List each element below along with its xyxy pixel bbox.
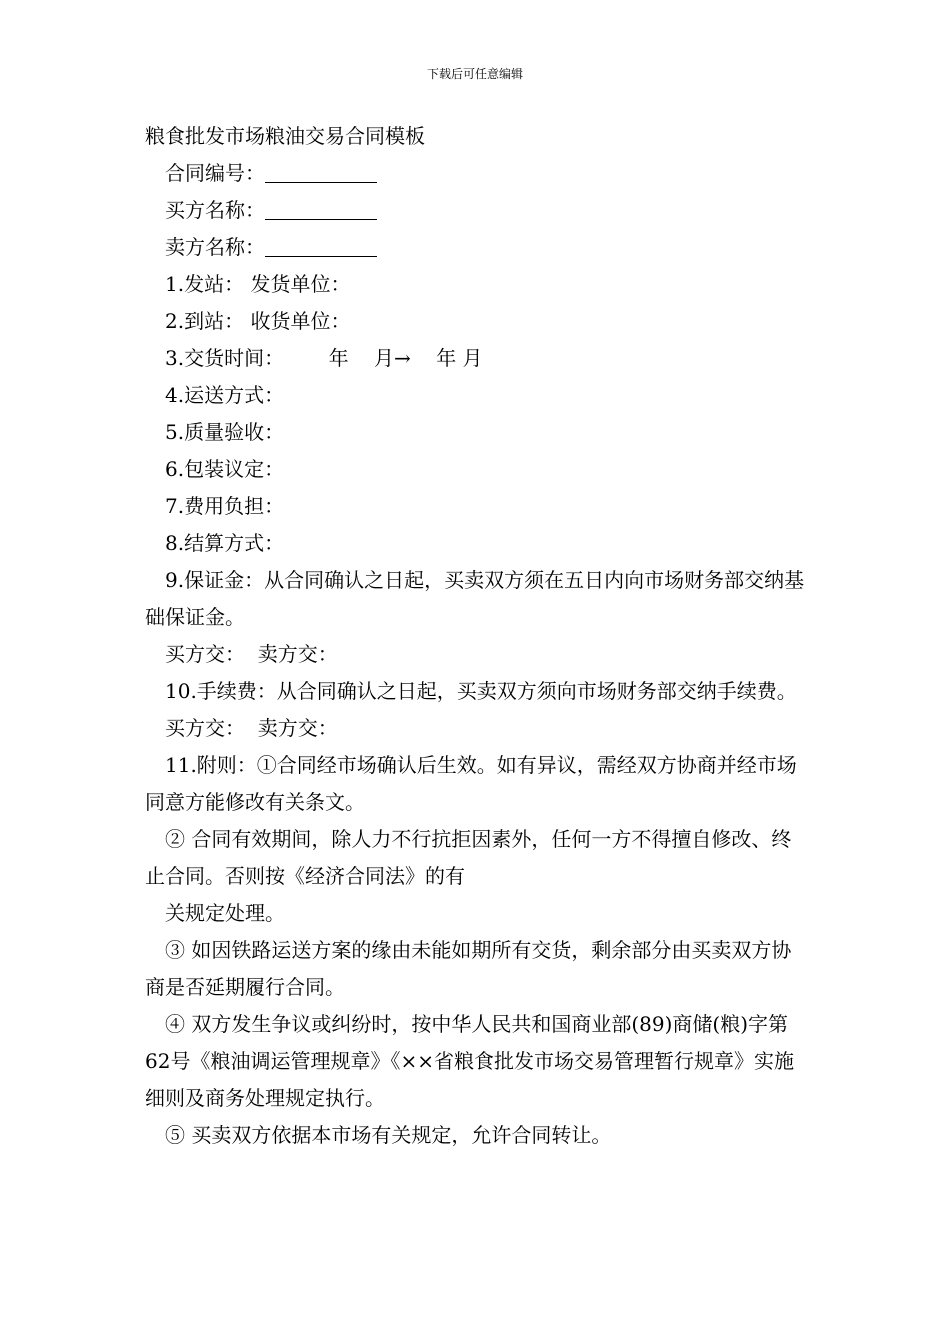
clause-supplementary-3: ③ 如因铁路运送方案的缘由未能如期所有交货，剩余部分由买卖双方协商是否延期履行合同。 xyxy=(145,938,792,999)
blank-line xyxy=(265,160,377,183)
field-label: 买方名称： xyxy=(165,198,265,222)
clause-transport-method: 4.运送方式： xyxy=(165,383,285,407)
clause-supplementary-4: ④ 双方发生争议或纠纷时，按中华人民共和国商业部(89)商储(粮)字第62号《粮油调运管理规章》《××省粮食批发市场交易管理暂行规章》实施细则及商务处理规定执行。 xyxy=(145,1012,794,1110)
clause-quality-inspection: 5.质量验收： xyxy=(165,420,285,444)
clause-supplementary-2: ② 合同有效期间，除人力不行抗拒因素外，任何一方不得擅自修改、终止合同。否则按《经济合同法》的有 xyxy=(145,827,792,888)
clause-supplementary-2-cont: 关规定处理。 xyxy=(165,901,285,925)
field-seller-name xyxy=(145,229,810,266)
document-title: 粮食批发市场粮油交易合同模板 xyxy=(145,124,425,148)
field-label: 合同编号： xyxy=(165,161,265,185)
clause-deposit: 9.保证金：从合同确认之日起，买卖双方须在五日内向市场财务部交纳基础保证金。 xyxy=(145,568,805,629)
field-label: 卖方名称： xyxy=(165,235,265,259)
clause-arrival-station: 2.到站： 收货单位： xyxy=(165,309,351,333)
clause-supplementary-5: ⑤ 买卖双方依据本市场有关规定，允许合同转让。 xyxy=(165,1123,612,1147)
clause-cost-bearing: 7.费用负担： xyxy=(165,494,285,518)
blank-line xyxy=(265,197,377,220)
clause-deposit-parties: 买方交： 卖方交： xyxy=(165,642,338,666)
field-buyer-name xyxy=(145,192,810,229)
blank-line xyxy=(265,234,377,257)
contract-document xyxy=(145,118,810,1154)
clause-supplementary: 11.附则：①合同经市场确认后生效。如有异议，需经双方协商并经市场同意方能修改有关条文。 xyxy=(145,753,797,814)
clause-fee-parties: 买方交： 卖方交： xyxy=(165,716,338,740)
field-contract-number xyxy=(145,155,810,192)
clause-delivery-time: 3.交货时间： 年 月→ 年 月 xyxy=(165,346,483,370)
page-header: 下载后可任意编辑 xyxy=(426,67,523,81)
clause-packaging: 6.包装议定： xyxy=(165,457,285,481)
clause-settlement: 8.结算方式： xyxy=(165,531,285,555)
clause-departure-station: 1.发站： 发货单位： xyxy=(165,272,351,296)
clause-handling-fee: 10.手续费：从合同确认之日起，买卖双方须向市场财务部交纳手续费。 xyxy=(165,679,797,703)
